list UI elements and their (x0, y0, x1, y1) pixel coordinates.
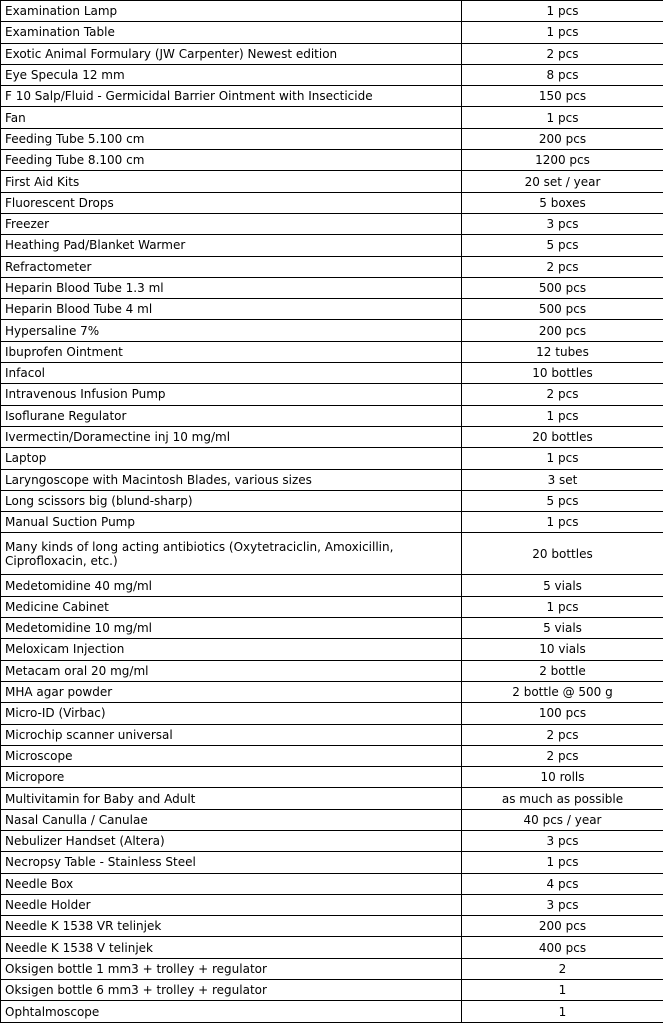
item-quantity: 1200 pcs (462, 150, 663, 171)
table-row (1, 128, 663, 149)
table-row (1, 22, 663, 43)
item-name: Laptop (1, 448, 462, 469)
table-row (1, 150, 663, 171)
table-row (1, 724, 663, 745)
table-row (1, 533, 663, 575)
item-name: Intravenous Infusion Pump (1, 384, 462, 405)
item-name: Metacam oral 20 mg/ml (1, 660, 462, 681)
item-name: Ophtalmoscope (1, 1001, 462, 1022)
item-name: Needle Box (1, 873, 462, 894)
table-row (1, 448, 663, 469)
item-quantity: 5 boxes (462, 192, 663, 213)
item-quantity: as much as possible (462, 788, 663, 809)
item-name: Refractometer (1, 256, 462, 277)
item-name: Micropore (1, 767, 462, 788)
item-quantity: 2 pcs (462, 256, 663, 277)
table-row (1, 639, 663, 660)
table-row (1, 43, 663, 64)
item-name: Ivermectin/Doramectine inj 10 mg/ml (1, 426, 462, 447)
item-quantity: 500 pcs (462, 277, 663, 298)
item-quantity: 20 bottles (462, 426, 663, 447)
item-name: Fan (1, 107, 462, 128)
item-quantity: 1 pcs (462, 405, 663, 426)
item-name: Medetomidine 10 mg/ml (1, 618, 462, 639)
item-name: Fluorescent Drops (1, 192, 462, 213)
table-row (1, 575, 663, 596)
item-name: Many kinds of long acting antibiotics (Oxytetraciclin, Amoxicillin, Ciprofloxacin, etc.) (1, 533, 462, 575)
item-name: Infacol (1, 363, 462, 384)
item-quantity: 2 (462, 958, 663, 979)
item-name: Medetomidine 40 mg/ml (1, 575, 462, 596)
item-quantity: 1 pcs (462, 448, 663, 469)
table-row (1, 618, 663, 639)
table-row (1, 320, 663, 341)
table-row (1, 86, 663, 107)
item-name: Oksigen bottle 1 mm3 + trolley + regulator (1, 958, 462, 979)
table-body (1, 1, 663, 1023)
item-name: Needle Holder (1, 894, 462, 915)
item-quantity: 40 pcs / year (462, 809, 663, 830)
item-quantity: 8 pcs (462, 64, 663, 85)
table-row (1, 341, 663, 362)
table-row (1, 660, 663, 681)
table-row (1, 235, 663, 256)
item-quantity: 150 pcs (462, 86, 663, 107)
item-quantity: 12 tubes (462, 341, 663, 362)
item-name: Micro-ID (Virbac) (1, 703, 462, 724)
table-row (1, 852, 663, 873)
table-row (1, 107, 663, 128)
table-row (1, 830, 663, 851)
item-name: Heparin Blood Tube 1.3 ml (1, 277, 462, 298)
item-name: Nebulizer Handset (Altera) (1, 830, 462, 851)
item-name: Long scissors big (blund-sharp) (1, 490, 462, 511)
table-row (1, 256, 663, 277)
item-name: Microscope (1, 745, 462, 766)
item-name: Hypersaline 7% (1, 320, 462, 341)
item-name: Heathing Pad/Blanket Warmer (1, 235, 462, 256)
item-quantity: 3 pcs (462, 894, 663, 915)
item-name: Feeding Tube 5.100 cm (1, 128, 462, 149)
table-row (1, 873, 663, 894)
table-row (1, 937, 663, 958)
item-name: Needle K 1538 VR telinjek (1, 916, 462, 937)
item-quantity: 5 vials (462, 618, 663, 639)
item-quantity: 1 pcs (462, 596, 663, 617)
table-row (1, 171, 663, 192)
table-row (1, 426, 663, 447)
item-quantity: 2 pcs (462, 724, 663, 745)
item-name: First Aid Kits (1, 171, 462, 192)
item-name: Microchip scanner universal (1, 724, 462, 745)
item-name: Examination Table (1, 22, 462, 43)
item-name: Necropsy Table - Stainless Steel (1, 852, 462, 873)
item-quantity: 3 pcs (462, 213, 663, 234)
item-name: Freezer (1, 213, 462, 234)
item-quantity: 1 pcs (462, 107, 663, 128)
item-quantity: 1 pcs (462, 852, 663, 873)
item-quantity: 1 (462, 980, 663, 1001)
table-row (1, 64, 663, 85)
table-row (1, 681, 663, 702)
table-row (1, 363, 663, 384)
item-quantity: 200 pcs (462, 128, 663, 149)
table-row (1, 788, 663, 809)
table-row (1, 299, 663, 320)
table-row (1, 745, 663, 766)
item-quantity: 2 bottle (462, 660, 663, 681)
item-name: F 10 Salp/Fluid - Germicidal Barrier Ointment with Insecticide (1, 86, 462, 107)
item-name: Manual Suction Pump (1, 512, 462, 533)
item-quantity: 1 pcs (462, 512, 663, 533)
item-name: Needle K 1538 V telinjek (1, 937, 462, 958)
item-name: Ibuprofen Ointment (1, 341, 462, 362)
item-name: Eye Specula 12 mm (1, 64, 462, 85)
item-name: Heparin Blood Tube 4 ml (1, 299, 462, 320)
item-quantity: 20 bottles (462, 533, 663, 575)
item-quantity: 5 pcs (462, 235, 663, 256)
item-quantity: 3 pcs (462, 830, 663, 851)
item-name: Nasal Canulla / Canulae (1, 809, 462, 830)
table-row (1, 384, 663, 405)
table-row (1, 916, 663, 937)
table-row (1, 512, 663, 533)
item-quantity: 5 vials (462, 575, 663, 596)
item-quantity: 400 pcs (462, 937, 663, 958)
item-name: Exotic Animal Formulary (JW Carpenter) Newest edition (1, 43, 462, 64)
table-row (1, 405, 663, 426)
item-quantity: 200 pcs (462, 916, 663, 937)
item-name: MHA agar powder (1, 681, 462, 702)
table-row (1, 596, 663, 617)
item-quantity: 500 pcs (462, 299, 663, 320)
table-row (1, 980, 663, 1001)
table-row (1, 213, 663, 234)
item-name: Meloxicam Injection (1, 639, 462, 660)
item-quantity: 20 set / year (462, 171, 663, 192)
table-row (1, 1, 663, 22)
table-row (1, 703, 663, 724)
item-name: Examination Lamp (1, 1, 462, 22)
item-quantity: 1 (462, 1001, 663, 1022)
item-quantity: 10 rolls (462, 767, 663, 788)
item-quantity: 1 pcs (462, 1, 663, 22)
table-row (1, 894, 663, 915)
item-quantity: 2 pcs (462, 43, 663, 64)
item-quantity: 5 pcs (462, 490, 663, 511)
item-name: Isoflurane Regulator (1, 405, 462, 426)
item-quantity: 2 pcs (462, 745, 663, 766)
table-row (1, 958, 663, 979)
item-quantity: 2 pcs (462, 384, 663, 405)
item-name: Oksigen bottle 6 mm3 + trolley + regulator (1, 980, 462, 1001)
item-name: Medicine Cabinet (1, 596, 462, 617)
table-row (1, 490, 663, 511)
item-name: Laryngoscope with Macintosh Blades, various sizes (1, 469, 462, 490)
item-quantity: 2 bottle @ 500 g (462, 681, 663, 702)
table-row (1, 192, 663, 213)
table-row (1, 767, 663, 788)
table-row (1, 277, 663, 298)
item-quantity: 10 vials (462, 639, 663, 660)
item-quantity: 200 pcs (462, 320, 663, 341)
table-row (1, 469, 663, 490)
table-row (1, 1001, 663, 1022)
item-name: Multivitamin for Baby and Adult (1, 788, 462, 809)
table-row (1, 809, 663, 830)
item-quantity: 4 pcs (462, 873, 663, 894)
item-quantity: 100 pcs (462, 703, 663, 724)
item-quantity: 3 set (462, 469, 663, 490)
item-quantity: 10 bottles (462, 363, 663, 384)
item-name: Feeding Tube 8.100 cm (1, 150, 462, 171)
item-quantity: 1 pcs (462, 22, 663, 43)
